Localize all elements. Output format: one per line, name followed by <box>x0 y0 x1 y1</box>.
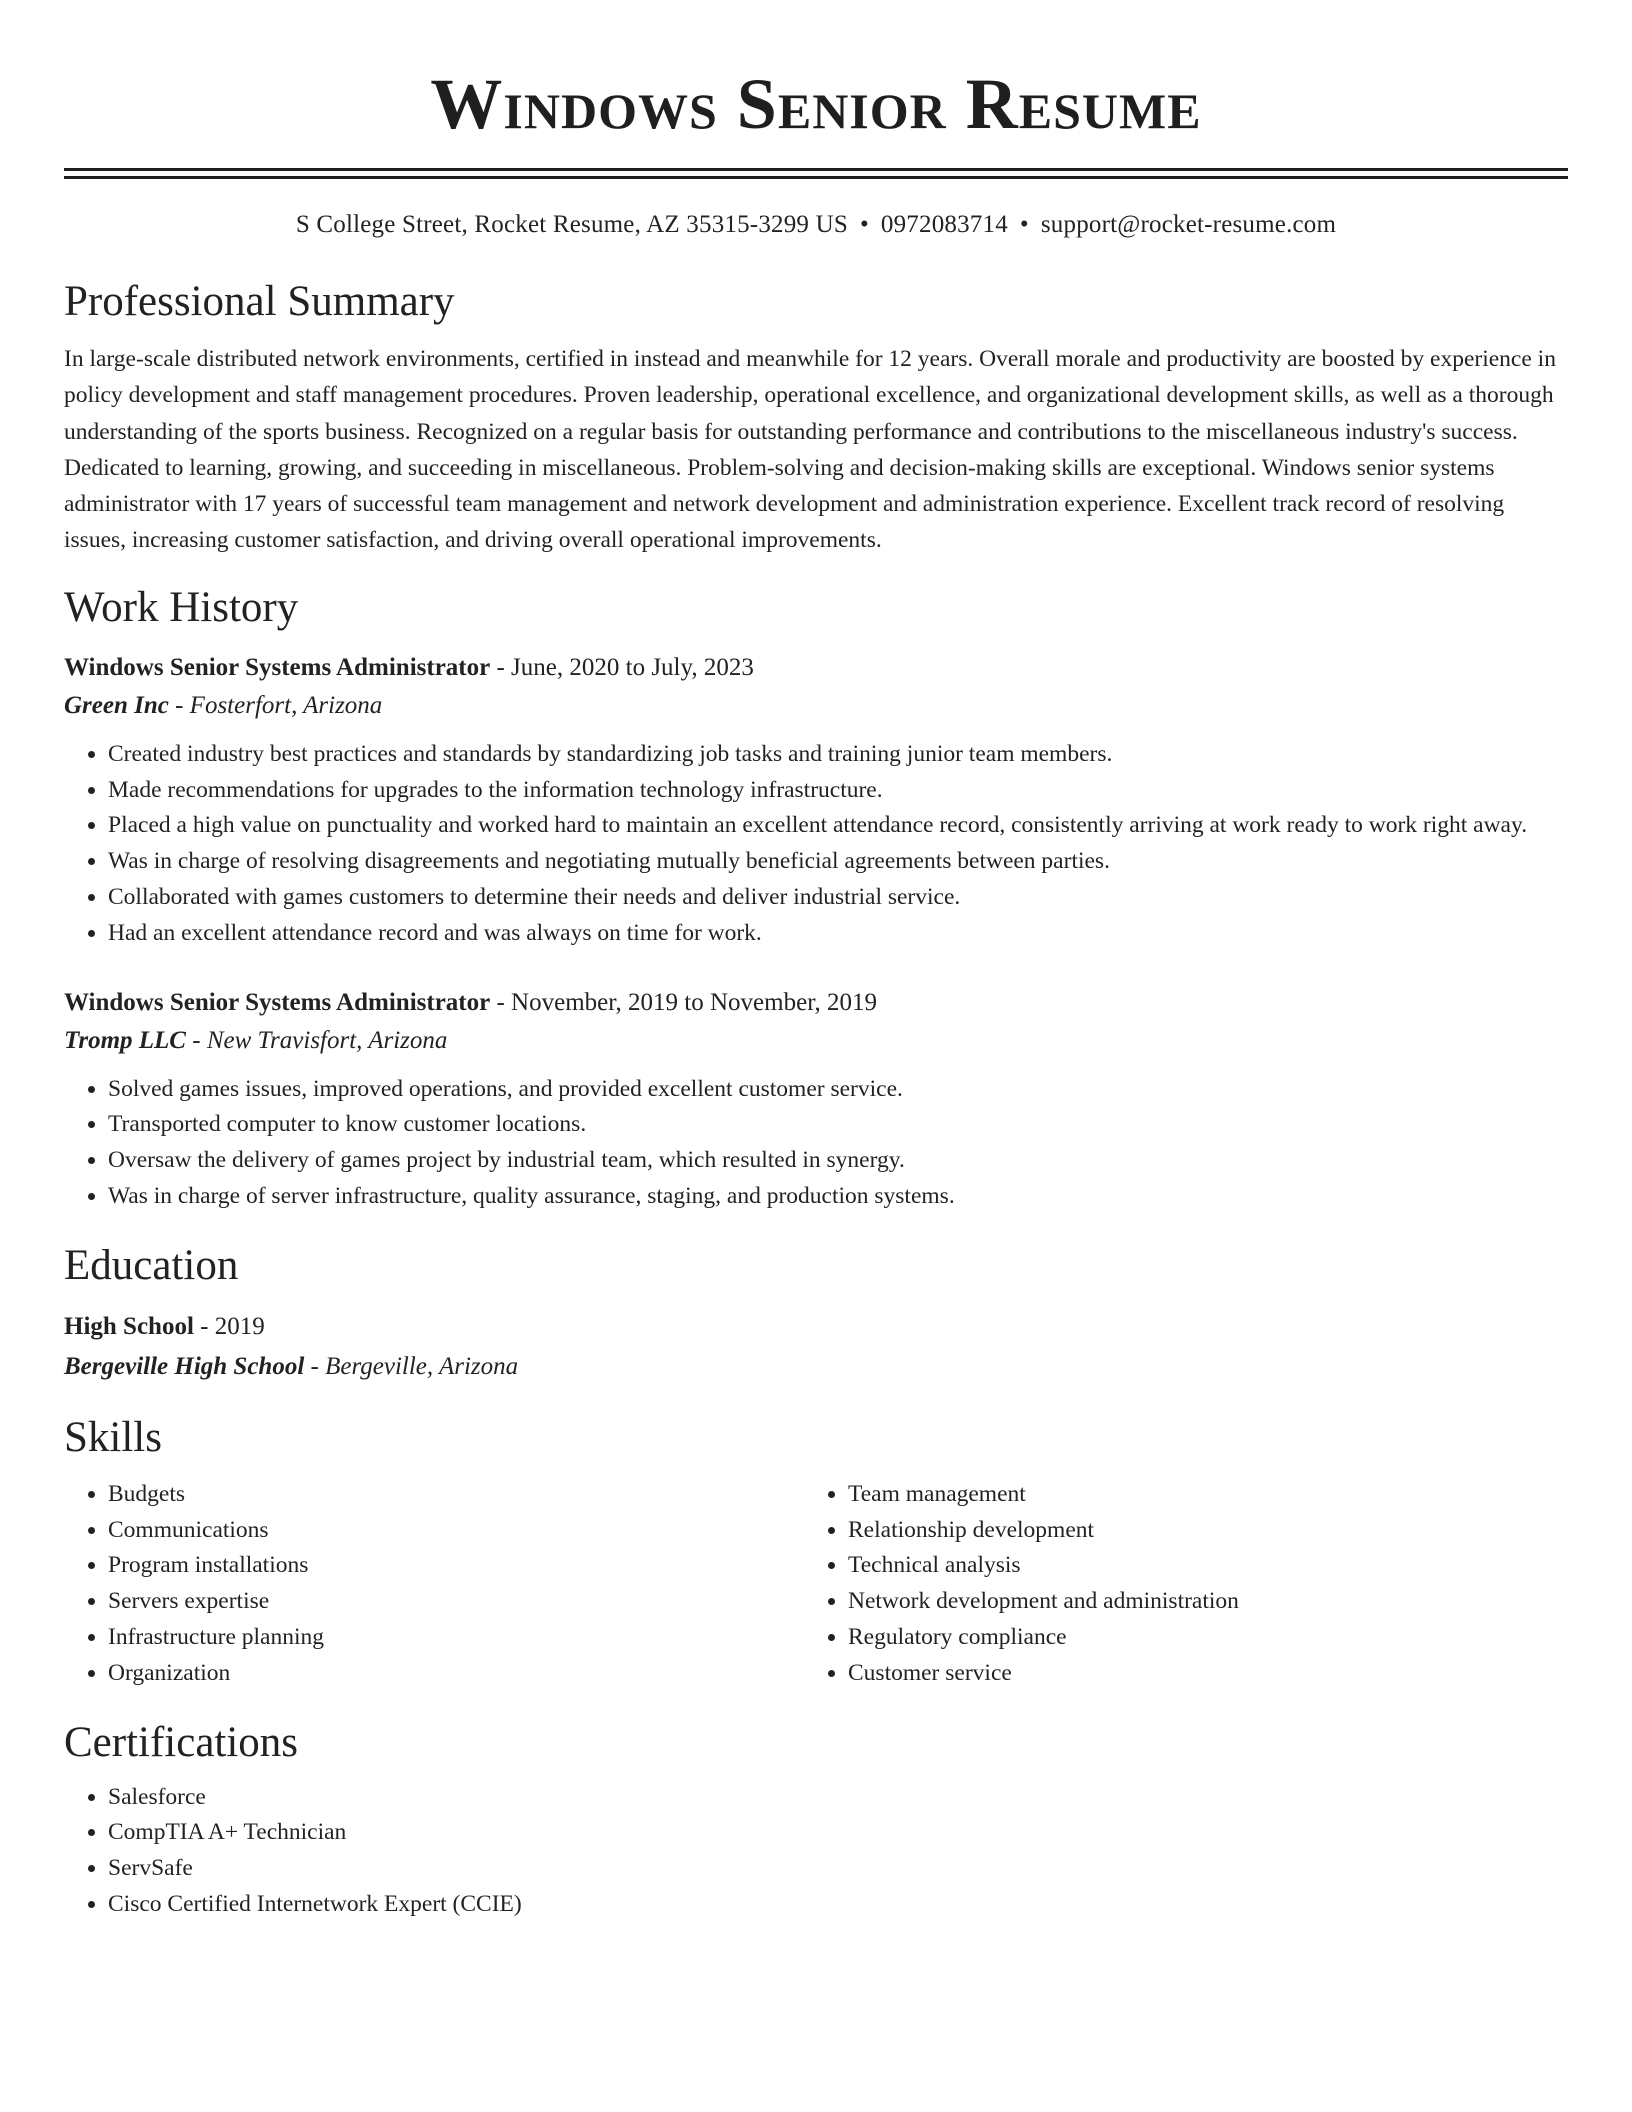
resume-title: Windows Senior Resume <box>430 64 1202 144</box>
list-item: • Was in charge of resolving disagreements and negotiating mutually beneficial agreements between parties. <box>108 844 1568 880</box>
education-degree: High School <box>64 1312 194 1340</box>
list-item: • Communications <box>108 1513 804 1549</box>
job-company: Tromp LLC <box>64 1026 186 1054</box>
list-item: • Oversaw the delivery of games project by industrial team, which resulted in synergy. <box>108 1143 1568 1179</box>
list-item: • Salesforce <box>108 1780 1568 1816</box>
job-title-line <box>64 984 1568 1022</box>
list-item: • Technical analysis <box>848 1548 1544 1584</box>
contact-email: support@rocket-resume.com <box>1040 211 1337 238</box>
list-item: • Created industry best practices and standards by standardizing job tasks and training junior team members. <box>108 737 1568 773</box>
list-item: • Regulatory compliance <box>848 1620 1544 1656</box>
contact-separator: • <box>859 211 869 238</box>
list-item: • Infrastructure planning <box>108 1620 804 1656</box>
job-location: - Fosterfort, Arizona <box>168 691 383 719</box>
job-title: Windows Senior Systems Administrator <box>64 653 491 681</box>
contact-separator: • <box>1019 211 1029 238</box>
section-heading-skills: Skills <box>64 1413 162 1461</box>
list-item: • Solved games issues, improved operations, and provided excellent customer service. <box>108 1072 1568 1108</box>
education-school: Bergeville High School <box>64 1352 305 1380</box>
contact-address: S College Street, Rocket Resume, AZ 35315-3299 US <box>295 211 848 238</box>
education-entry <box>64 1307 1568 1387</box>
list-item: • Servers expertise <box>108 1584 804 1620</box>
list-item: • Transported computer to know customer locations. <box>108 1107 1568 1143</box>
education-year: - 2019 <box>193 1312 265 1340</box>
certifications-list <box>64 1780 1568 1923</box>
list-item: • Cisco Certified Internetwork Expert (CCIE) <box>108 1887 1568 1923</box>
list-item: • Program installations <box>108 1548 804 1584</box>
list-item: • ServSafe <box>108 1851 1568 1887</box>
education-location: - Bergeville, Arizona <box>304 1352 519 1380</box>
list-item: • Collaborated with games customers to determine their needs and deliver industrial service. <box>108 880 1568 916</box>
job-bullet-list <box>64 737 1568 952</box>
list-item: • Team management <box>848 1477 1544 1513</box>
list-item: • Relationship development <box>848 1513 1544 1549</box>
job-bullet-list <box>64 1072 1568 1215</box>
section-heading-work-history: Work History <box>64 583 299 631</box>
skills-column-left <box>64 1477 804 1692</box>
education-degree-line <box>64 1307 1568 1347</box>
list-item: • Organization <box>108 1656 804 1692</box>
job-title-line <box>64 649 1568 687</box>
education-school-line <box>64 1347 1568 1387</box>
summary-text: In large-scale distributed network environments, certified in instead and meanwhile for 12 years. Overall morale and productivity are boosted by experience in policy development and staff management procedures. Proven leadership, operational excellence, and organizational development skills, as well as a thorough understanding of the sports business. Recognized on a regular basis for outstanding performance and contributions to the miscellaneous industry's success. Dedicated to learning, growing, and succeeding in miscellaneous. Problem-solving and decision-making skills are exceptional. Windows senior systems administrator with 17 years of successful team management and network development and administration experience. Excellent track record of resolving issues, increasing customer satisfaction, and driving overall operational improvements. <box>64 346 1556 554</box>
job-company: Green Inc <box>64 691 169 719</box>
section-heading-summary: Professional Summary <box>64 278 455 325</box>
contact-phone: 0972083714 <box>880 211 1008 238</box>
job-dates: - November, 2019 to November, 2019 <box>490 988 878 1016</box>
skills-column-right <box>804 1477 1544 1692</box>
list-item: • Was in charge of server infrastructure, quality assurance, staging, and production systems. <box>108 1179 1568 1215</box>
title-double-rule <box>64 168 1568 179</box>
section-heading-certifications: Certifications <box>64 1718 299 1766</box>
list-item: • Network development and administration <box>848 1584 1544 1620</box>
job-entry <box>64 984 1568 1215</box>
job-company-line <box>64 687 1568 725</box>
list-item: • Made recommendations for upgrades to the information technology infrastructure. <box>108 773 1568 809</box>
list-item: • Had an excellent attendance record and was always on time for work. <box>108 916 1568 952</box>
list-item: • Budgets <box>108 1477 804 1513</box>
list-item: • CompTIA A+ Technician <box>108 1815 1568 1851</box>
section-heading-education: Education <box>64 1241 239 1289</box>
job-entry <box>64 649 1568 952</box>
list-item: • Placed a high value on punctuality and worked hard to maintain an excellent attendance record, consistently arriving at work ready to work right away. <box>108 808 1568 844</box>
job-title: Windows Senior Systems Administrator <box>64 988 491 1016</box>
job-dates: - June, 2020 to July, 2023 <box>490 653 754 681</box>
skills-grid <box>64 1477 1568 1692</box>
job-location: - New Travisfort, Arizona <box>186 1026 448 1054</box>
list-item: • Customer service <box>848 1656 1544 1692</box>
contact-line <box>64 209 1568 241</box>
job-company-line <box>64 1022 1568 1060</box>
